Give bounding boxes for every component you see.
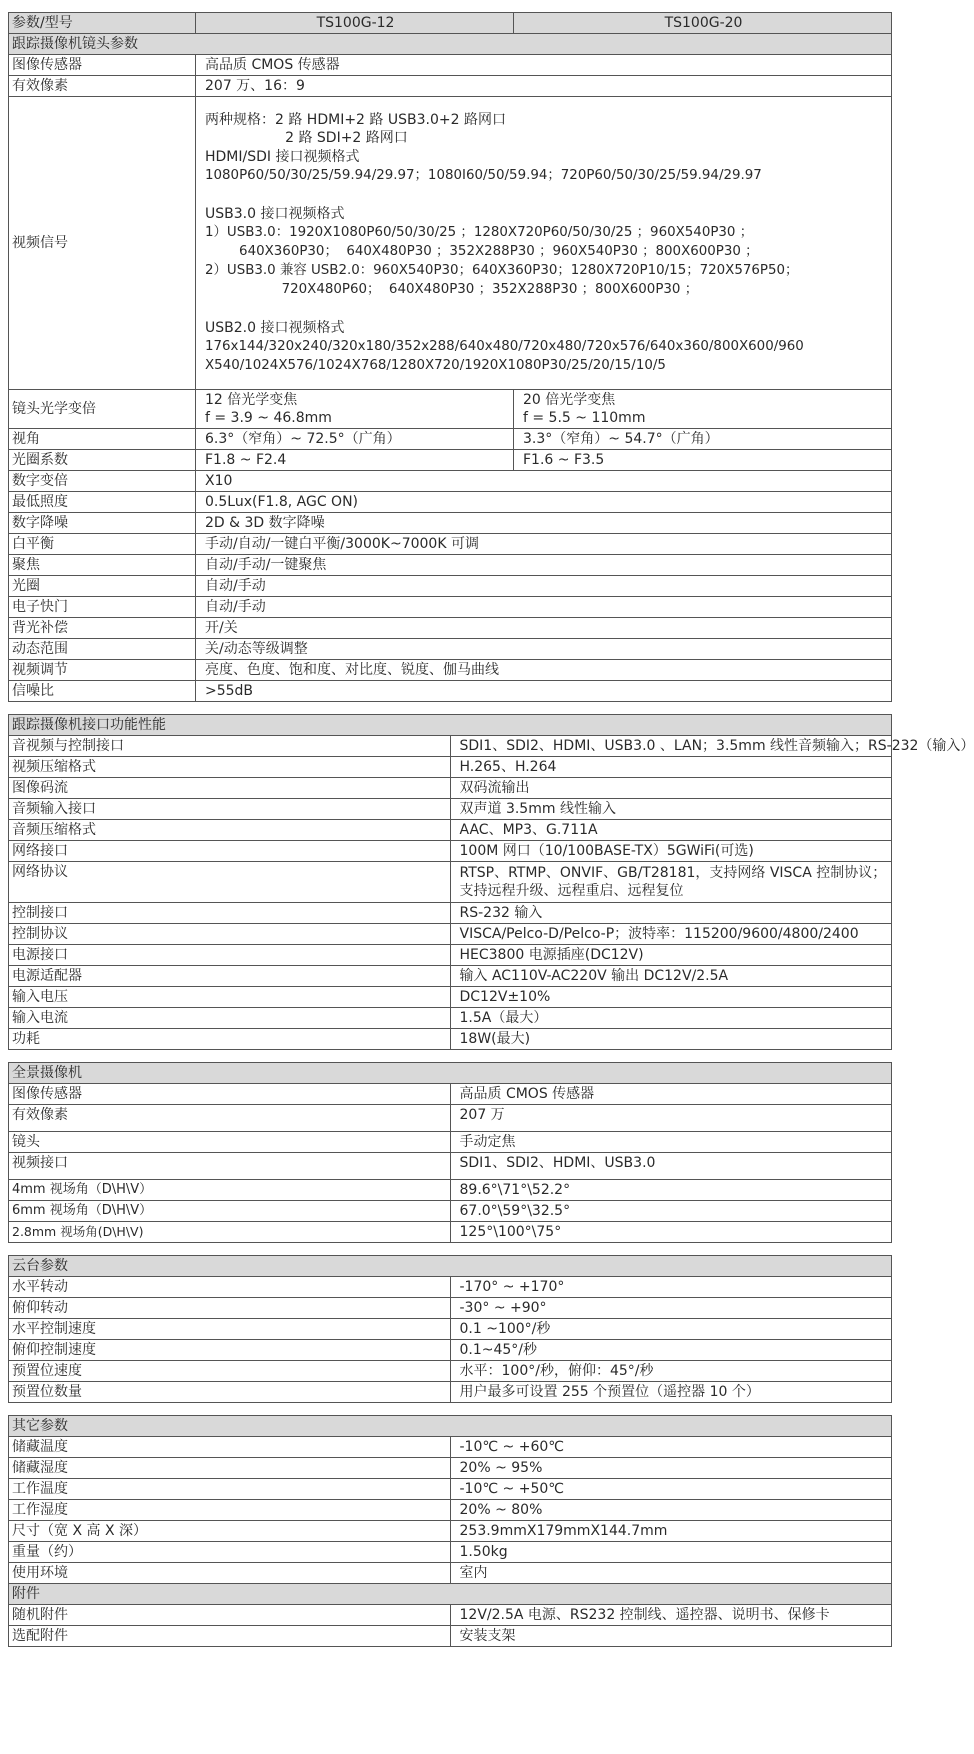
row-value: 100M 网口（10/100BASE-TX）5GWiFi(可选) — [450, 841, 892, 862]
table-row — [9, 778, 892, 799]
row-value: 20% ~ 95% — [450, 1458, 892, 1479]
model-a-header: TS100G-12 — [196, 13, 514, 34]
row-label: 随机附件 — [9, 1605, 451, 1626]
table-row — [9, 1563, 892, 1584]
row-label: 视频调节 — [9, 660, 196, 681]
zoom-value-a — [196, 390, 514, 429]
video-line: X540/1024X576/1024X768/1280X720/1920X1080P30/25/20/15/10/5 — [205, 357, 666, 373]
row-value: 室内 — [450, 1563, 892, 1584]
section-ptz-title — [9, 1256, 892, 1277]
spec-sheet — [8, 12, 974, 1647]
row-value: 0.1~45°/秒 — [450, 1340, 892, 1361]
row-value: 0.1 ~100°/秒 — [450, 1319, 892, 1340]
row-label: 俯仰转动 — [9, 1298, 451, 1319]
row-label: 工作温度 — [9, 1479, 451, 1500]
row-label: 预置位速度 — [9, 1361, 451, 1382]
row-label: 音频压缩格式 — [9, 820, 451, 841]
row-value: 手动/自动/一键白平衡/3000K~7000K 可调 — [196, 534, 892, 555]
table-row — [9, 429, 892, 450]
row-value: SDI1、SDI2、HDMI、USB3.0 — [450, 1153, 892, 1180]
row-label: 输入电流 — [9, 1008, 451, 1029]
protocol-line2: 支持远程升级、远程重启、远程复位 — [459, 883, 684, 899]
table-row — [9, 471, 892, 492]
protocol-value — [450, 862, 892, 903]
row-value: 253.9mmX179mmX144.7mm — [450, 1521, 892, 1542]
table-row — [9, 1105, 892, 1132]
row-label: 储藏温度 — [9, 1437, 451, 1458]
row-label: 数字降噪 — [9, 513, 196, 534]
lens-spec-table — [8, 12, 892, 702]
table-row — [9, 736, 892, 757]
video-line: 两种规格：2 路 HDMI+2 路 USB3.0+2 路网口 — [205, 111, 506, 128]
table-row — [9, 660, 892, 681]
row-label: 光圈 — [9, 576, 196, 597]
row-value: HEC3800 电源插座(DC12V) — [450, 945, 892, 966]
row-label: 视频信号 — [9, 97, 196, 390]
video-line: 2 路 SDI+2 路网口 — [205, 130, 408, 147]
row-label: 图像码流 — [9, 778, 451, 799]
section-gap — [8, 702, 892, 714]
aperture-value-b: F1.6 ~ F3.5 — [514, 450, 892, 471]
table-row-video-signal — [9, 97, 892, 390]
header-row — [9, 13, 892, 34]
row-value: 安装支架 — [450, 1626, 892, 1647]
row-value: 双码流输出 — [450, 778, 892, 799]
table-row — [9, 1437, 892, 1458]
video-line: USB3.0 接口视频格式 — [205, 206, 345, 223]
row-label: 电源适配器 — [9, 966, 451, 987]
table-row — [9, 1340, 892, 1361]
table-row — [9, 945, 892, 966]
row-label: 储藏湿度 — [9, 1458, 451, 1479]
zoom-b-line1: 20 倍光学变焦 — [523, 392, 616, 408]
row-label: 水平控制速度 — [9, 1319, 451, 1340]
row-label: 6mm 视场角（D\H\V） — [9, 1201, 451, 1222]
table-row — [9, 492, 892, 513]
row-value: -30° ~ +90° — [450, 1298, 892, 1319]
row-value: 用户最多可设置 255 个预置位（遥控器 10 个） — [450, 1382, 892, 1403]
table-row — [9, 820, 892, 841]
interface-spec-table — [8, 714, 974, 1050]
row-label: 数字变倍 — [9, 471, 196, 492]
row-value: 67.0°\59°\32.5° — [450, 1201, 892, 1222]
row-value: 高品质 CMOS 传感器 — [450, 1084, 892, 1105]
table-row — [9, 1605, 892, 1626]
row-label: 使用环境 — [9, 1563, 451, 1584]
row-value: 水平：100°/秒，俯仰：45°/秒 — [450, 1361, 892, 1382]
row-label: 重量（约） — [9, 1542, 451, 1563]
zoom-a-line1: 12 倍光学变焦 — [205, 392, 298, 408]
table-row — [9, 1521, 892, 1542]
row-label: 工作湿度 — [9, 1500, 451, 1521]
table-row — [9, 1132, 892, 1153]
table-row — [9, 987, 892, 1008]
row-value: 18W(最大) — [450, 1029, 892, 1050]
row-value: 手动定焦 — [450, 1132, 892, 1153]
video-line: 176x144/320x240/320x180/352x288/640x480/720x480/720x576/640x360/800X600/960 — [205, 338, 804, 354]
row-value: AAC、MP3、G.711A — [450, 820, 892, 841]
row-label: 俯仰控制速度 — [9, 1340, 451, 1361]
row-label: 光圈系数 — [9, 450, 196, 471]
table-row — [9, 1201, 892, 1222]
row-value: -170° ~ +170° — [450, 1277, 892, 1298]
table-row — [9, 1500, 892, 1521]
row-label: 电源接口 — [9, 945, 451, 966]
table-row — [9, 1361, 892, 1382]
row-value: 207 万 — [450, 1105, 892, 1132]
table-row-zoom — [9, 390, 892, 429]
row-label: 电子快门 — [9, 597, 196, 618]
row-value: 亮度、色度、饱和度、对比度、锐度、伽马曲线 — [196, 660, 892, 681]
table-row — [9, 799, 892, 820]
row-value: X10 — [196, 471, 892, 492]
row-value: 高品质 CMOS 传感器 — [196, 55, 892, 76]
video-line: 640X360P30； 640X480P30 ；352X288P30 ；960X540P30 ；800X600P30 ； — [205, 244, 759, 259]
row-value: 0.5Lux(F1.8, AGC ON) — [196, 492, 892, 513]
row-value: 89.6°\71°\52.2° — [450, 1180, 892, 1201]
row-label: 镜头 — [9, 1132, 451, 1153]
row-label: 网络接口 — [9, 841, 451, 862]
table-row — [9, 757, 892, 778]
section-gap — [8, 1050, 892, 1062]
row-value: 双声道 3.5mm 线性输入 — [450, 799, 892, 820]
row-value: 自动/手动 — [196, 576, 892, 597]
table-row — [9, 966, 892, 987]
video-line — [205, 186, 884, 205]
table-row — [9, 1084, 892, 1105]
row-label: 聚焦 — [9, 555, 196, 576]
table-row — [9, 1222, 892, 1243]
row-label: 尺寸（宽 X 高 X 深） — [9, 1521, 451, 1542]
row-label: 图像传感器 — [9, 1084, 451, 1105]
row-label: 2.8mm 视场角(D\H\V) — [9, 1222, 451, 1243]
fov-value-b: 3.3°（窄角）~ 54.7°（广角） — [514, 429, 892, 450]
section-title: 全景摄像机 — [9, 1063, 892, 1084]
video-format-list — [196, 97, 892, 390]
row-value: SDI1、SDI2、HDMI、USB3.0 、LAN；3.5mm 线性音频输入；RS-232（输入） — [450, 736, 892, 757]
video-line: USB2.0 接口视频格式 — [205, 319, 345, 336]
row-value: 125°\100°\75° — [450, 1222, 892, 1243]
section-interface-title — [9, 715, 892, 736]
section-other-title — [9, 1416, 892, 1437]
table-row — [9, 1479, 892, 1500]
section-title: 云台参数 — [9, 1256, 892, 1277]
protocol-line1: RTSP、RTMP、ONVIF、GB/T28181，支持网络 VISCA 控制协议； — [459, 865, 887, 881]
row-label: 网络协议 — [9, 862, 451, 903]
row-value: >55dB — [196, 681, 892, 702]
table-row — [9, 450, 892, 471]
table-row — [9, 597, 892, 618]
row-label: 输入电压 — [9, 987, 451, 1008]
section-accessories-title — [9, 1584, 892, 1605]
row-label: 镜头光学变倍 — [9, 390, 196, 429]
video-line — [205, 300, 884, 319]
row-value: 关/动态等级调整 — [196, 639, 892, 660]
row-value: 自动/手动 — [196, 597, 892, 618]
row-label: 信噪比 — [9, 681, 196, 702]
ptz-spec-table — [8, 1255, 892, 1403]
row-label: 预置位数量 — [9, 1382, 451, 1403]
table-row — [9, 1458, 892, 1479]
section-title: 跟踪摄像机接口功能性能 — [9, 715, 892, 736]
table-row — [9, 1180, 892, 1201]
row-label: 选配附件 — [9, 1626, 451, 1647]
aperture-value-a: F1.8 ~ F2.4 — [196, 450, 514, 471]
row-label: 白平衡 — [9, 534, 196, 555]
table-row — [9, 1277, 892, 1298]
table-row-protocol — [9, 862, 892, 903]
section-title: 跟踪摄像机镜头参数 — [9, 34, 892, 55]
video-line: 1）USB3.0：1920X1080P60/50/30/25 ；1280X720P60/50/30/25 ；960X540P30 ； — [205, 225, 754, 241]
row-label: 音视频与控制接口 — [9, 736, 451, 757]
row-value: 12V/2.5A 电源、RS232 控制线、遥控器、说明书、保修卡 — [450, 1605, 892, 1626]
row-value: 输入 AC110V-AC220V 输出 DC12V/2.5A — [450, 966, 892, 987]
zoom-value-b — [514, 390, 892, 429]
row-value: 20% ~ 80% — [450, 1500, 892, 1521]
table-row — [9, 1626, 892, 1647]
table-row — [9, 76, 892, 97]
row-label: 最低照度 — [9, 492, 196, 513]
video-line: HDMI/SDI 接口视频格式 — [205, 149, 360, 166]
row-label: 图像传感器 — [9, 55, 196, 76]
section-gap — [8, 1403, 892, 1415]
other-spec-table — [8, 1415, 892, 1647]
panorama-spec-table — [8, 1062, 892, 1243]
row-value: 1.50kg — [450, 1542, 892, 1563]
zoom-a-line2: f = 3.9 ~ 46.8mm — [205, 410, 332, 426]
section-gap — [8, 1243, 892, 1255]
section-title: 附件 — [9, 1584, 892, 1605]
section-panorama-title — [9, 1063, 892, 1084]
row-value: -10℃ ~ +60℃ — [450, 1437, 892, 1458]
table-row — [9, 841, 892, 862]
table-row — [9, 534, 892, 555]
video-line: 720X480P60； 640X480P30 ；352X288P30 ；800X600P30 ； — [205, 281, 699, 297]
row-label: 视频压缩格式 — [9, 757, 451, 778]
row-label: 4mm 视场角（D\H\V） — [9, 1180, 451, 1201]
row-label: 功耗 — [9, 1029, 451, 1050]
param-header: 参数/型号 — [9, 13, 196, 34]
table-row — [9, 639, 892, 660]
fov-value-a: 6.3°（窄角）~ 72.5°（广角） — [196, 429, 514, 450]
table-row — [9, 55, 892, 76]
row-label: 视角 — [9, 429, 196, 450]
model-b-header: TS100G-20 — [514, 13, 892, 34]
zoom-b-line2: f = 5.5 ~ 110mm — [523, 410, 646, 426]
table-row — [9, 555, 892, 576]
section-title: 其它参数 — [9, 1416, 892, 1437]
table-row — [9, 1298, 892, 1319]
table-row — [9, 1153, 892, 1180]
row-label: 有效像素 — [9, 76, 196, 97]
row-value: 开/关 — [196, 618, 892, 639]
row-label: 水平转动 — [9, 1277, 451, 1298]
table-row — [9, 513, 892, 534]
row-label: 有效像素 — [9, 1105, 451, 1132]
row-value: 自动/手动/一键聚焦 — [196, 555, 892, 576]
row-label: 音频输入接口 — [9, 799, 451, 820]
video-line: 2）USB3.0 兼容 USB2.0：960X540P30；640X360P30；1280X720P10/15；720X576P50； — [205, 262, 799, 278]
video-line: 1080P60/50/30/25/59.94/29.97；1080I60/50/59.94；720P60/50/30/25/59.94/29.97 — [205, 168, 762, 184]
table-row — [9, 576, 892, 597]
table-row — [9, 1382, 892, 1403]
row-value: H.265、H.264 — [450, 757, 892, 778]
row-value: -10℃ ~ +50℃ — [450, 1479, 892, 1500]
table-row — [9, 681, 892, 702]
table-row — [9, 924, 892, 945]
table-row — [9, 1008, 892, 1029]
row-label: 动态范围 — [9, 639, 196, 660]
table-row — [9, 903, 892, 924]
row-value: 1.5A（最大） — [450, 1008, 892, 1029]
table-row — [9, 1542, 892, 1563]
row-value: DC12V±10% — [450, 987, 892, 1008]
table-row — [9, 1029, 892, 1050]
row-value: RS-232 输入 — [450, 903, 892, 924]
row-label: 背光补偿 — [9, 618, 196, 639]
section-lens-title — [9, 34, 892, 55]
table-row — [9, 618, 892, 639]
row-value: VISCA/Pelco-D/Pelco-P；波特率：115200/9600/4800/2400 — [450, 924, 892, 945]
row-value: 2D & 3D 数字降噪 — [196, 513, 892, 534]
table-row — [9, 1319, 892, 1340]
row-label: 控制协议 — [9, 924, 451, 945]
row-label: 控制接口 — [9, 903, 451, 924]
row-value: 207 万、16：9 — [196, 76, 892, 97]
row-label: 视频接口 — [9, 1153, 451, 1180]
